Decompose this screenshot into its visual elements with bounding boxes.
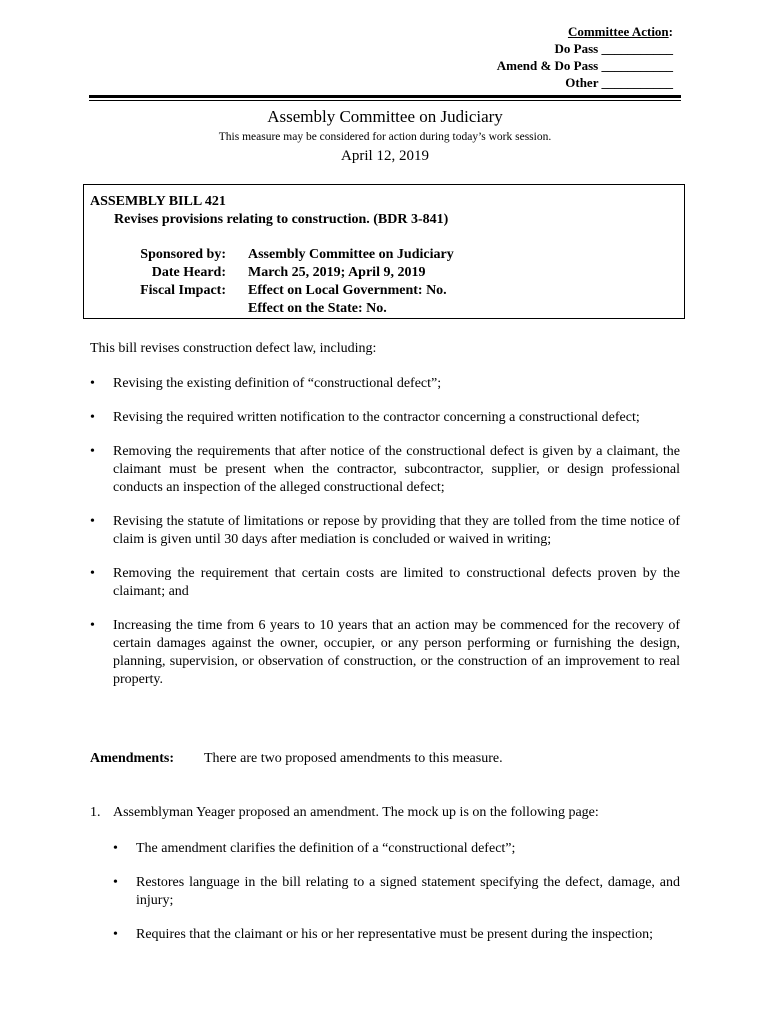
bullet-icon: • — [90, 444, 95, 459]
amendment-item-number: 1. — [90, 805, 101, 820]
committee-action-heading — [497, 23, 673, 40]
amendment-item-text: Assemblyman Yeager proposed an amendment. The mock up is on the following page: — [113, 805, 599, 820]
sponsored-by-label: Sponsored by: — [140, 247, 226, 262]
bill-labels — [104, 246, 226, 300]
list-item-text: Revising the existing definition of “constructional defect”; — [113, 376, 442, 391]
bill-values — [248, 246, 454, 318]
list-item — [113, 874, 680, 910]
state-impact-value: Effect on the State: No. — [248, 301, 387, 316]
action-amend-do-pass: Amend & Do Pass ___________ — [496, 58, 673, 73]
list-item-text: Increasing the time from 6 years to 10 years that an action may be commenced for the recovery of certain damages against the owner, occupier, or any person performing or furnishing the design, planning, supervision, or observation of construction, or the construction of an improvement to real property. — [113, 618, 680, 687]
bullet-icon: • — [90, 566, 95, 581]
action-do-pass: Do Pass ___________ — [554, 41, 673, 56]
bullet-icon: • — [113, 841, 118, 856]
list-item-text: Restores language in the bill relating to a signed statement specifying the defect, damage, and injury; — [136, 875, 680, 908]
header-rule-thick — [89, 95, 681, 98]
amendment-details-list — [113, 840, 680, 960]
list-item-text: Requires that the claimant or his or her representative must be present during the inspection; — [136, 927, 654, 942]
action-other: Other ___________ — [565, 75, 673, 90]
list-item — [90, 443, 680, 497]
committee-title: Assembly Committee on Judiciary — [267, 107, 503, 126]
committee-action-colon: : — [668, 24, 673, 39]
amendments-label: Amendments: — [90, 751, 174, 766]
list-item-text: Removing the requirement that certain costs are limited to constructional defects proven by the claimant; and — [113, 566, 680, 599]
amendment-item-1 — [90, 805, 599, 821]
list-item-text: The amendment clarifies the definition of a “constructional defect”; — [136, 841, 516, 856]
date-heard-value: March 25, 2019; April 9, 2019 — [248, 265, 426, 280]
bullet-icon: • — [90, 618, 95, 633]
local-government-impact-value: Effect on Local Government: No. — [248, 283, 447, 298]
work-session-note: This measure may be considered for action during today’s work session. — [218, 131, 552, 143]
list-item — [90, 513, 680, 549]
committee-action-title: Committee Action — [567, 24, 669, 39]
header-rule-thin — [89, 100, 681, 101]
list-item — [90, 617, 680, 689]
bill-summary-box — [83, 184, 685, 319]
date-heard-label: Date Heard: — [151, 265, 226, 280]
amendments-summary: There are two proposed amendments to this measure. — [204, 751, 503, 766]
sponsor-value: Assembly Committee on Judiciary — [248, 247, 454, 262]
bullet-icon: • — [113, 875, 118, 890]
fiscal-impact-label: Fiscal Impact: — [140, 283, 226, 298]
list-item-text: Revising the statute of limitations or repose by providing that they are tolled from the time notice of claim is given until 30 days after mediation is concluded or waived in writing; — [113, 514, 680, 547]
list-item — [90, 375, 680, 393]
bullet-icon: • — [90, 514, 95, 529]
list-item — [90, 565, 680, 601]
bullet-icon: • — [90, 376, 95, 391]
list-item — [113, 926, 680, 944]
list-item-text: Revising the required written notification to the contractor concerning a constructional defect; — [113, 410, 640, 425]
list-item — [113, 840, 680, 858]
list-item-text: Removing the requirements that after notice of the constructional defect is given by a claimant, the claimant must be present when the contractor, subcontractor, supplier, or design professional conducts an inspection of the alleged constructional defect; — [113, 444, 680, 495]
list-item — [90, 409, 680, 427]
committee-action-block — [497, 23, 673, 91]
document-date: April 12, 2019 — [341, 148, 429, 164]
bullet-icon: • — [113, 927, 118, 942]
bill-number: ASSEMBLY BILL 421 — [90, 194, 226, 209]
bullet-icon: • — [90, 410, 95, 425]
bill-intro: This bill revises construction defect law, including: — [90, 341, 377, 356]
bill-description: Revises provisions relating to construction. (BDR 3-841) — [114, 212, 449, 227]
bill-provisions-list — [90, 375, 680, 705]
